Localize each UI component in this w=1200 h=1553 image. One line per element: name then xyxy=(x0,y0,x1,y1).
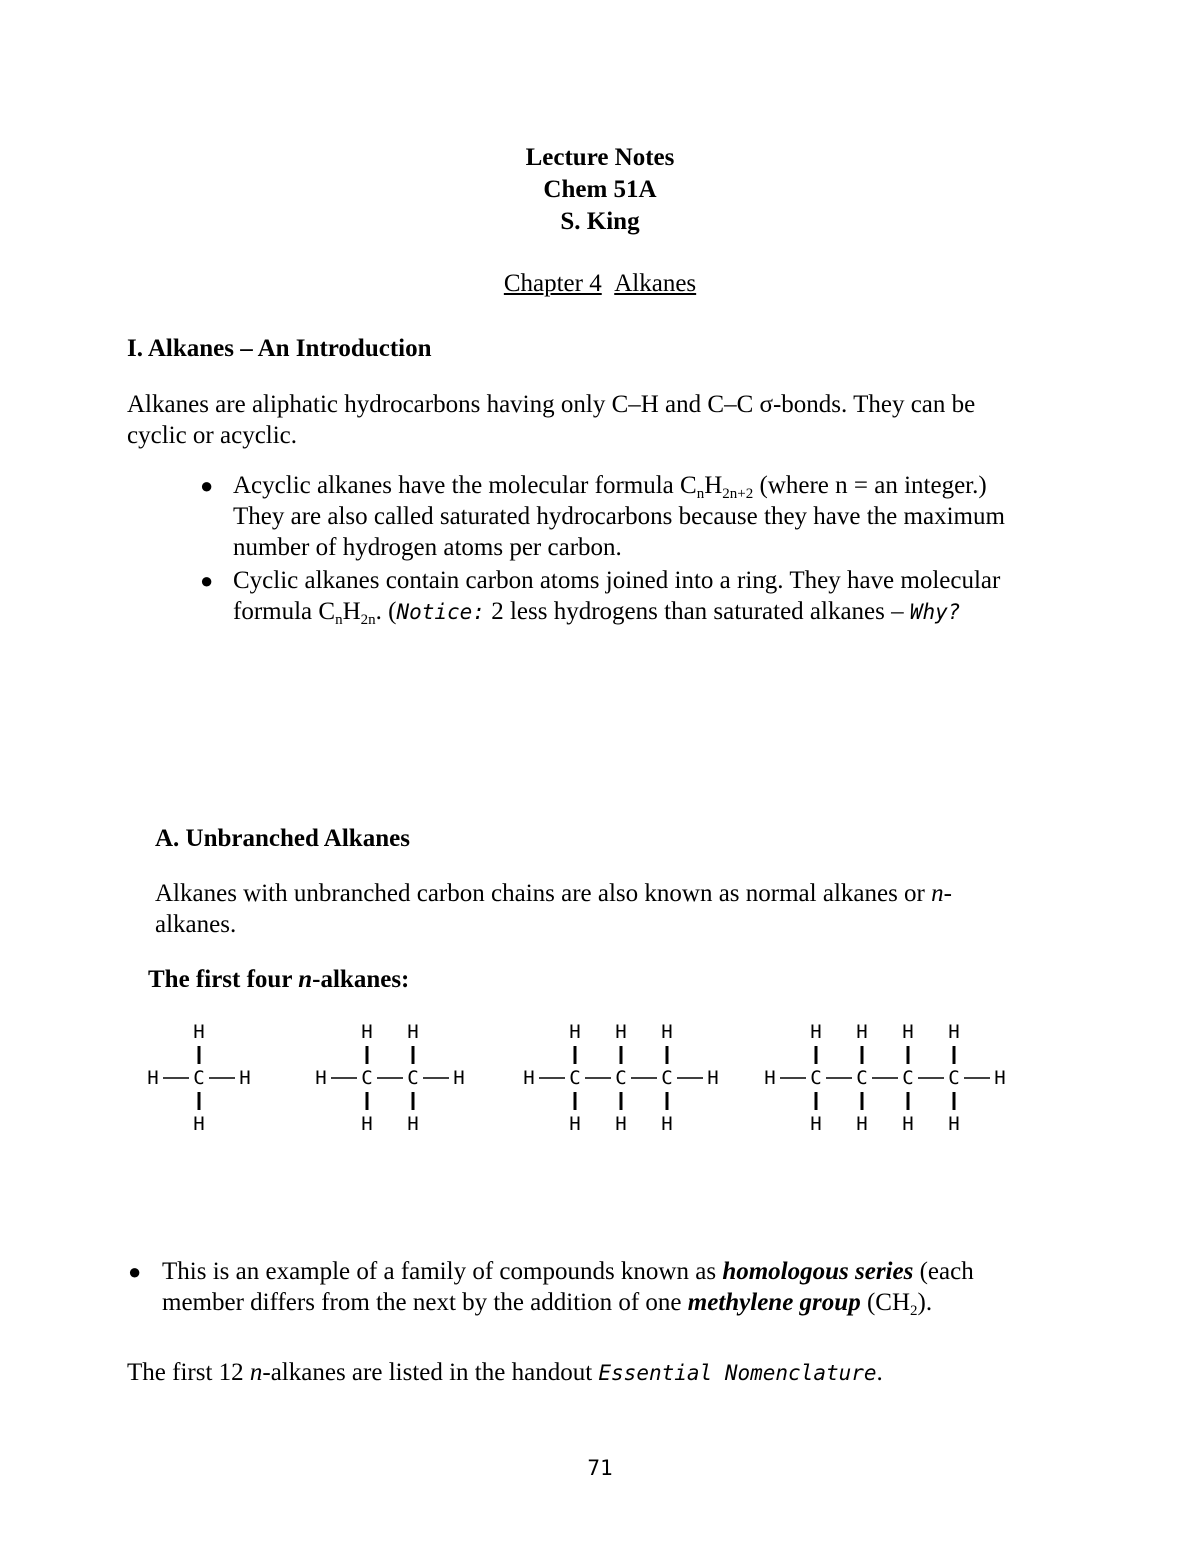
homologous-line2: member differs from the next by the addition of one methylene group $(CH_2)$. xyxy=(162,1289,933,1319)
bullet-icon: ● xyxy=(128,1259,142,1284)
carbon-atom: C xyxy=(361,1067,373,1089)
hydrogen-atom: H xyxy=(147,1067,159,1089)
intro-paragraph-line2: cyclic or acyclic. xyxy=(127,422,298,449)
hydrogen-atom: H xyxy=(764,1067,776,1089)
bullet-icon: ● xyxy=(200,568,214,593)
carbon-atom: C xyxy=(902,1067,914,1089)
carbon-atom: C xyxy=(569,1067,581,1089)
hydrogen-atom: H xyxy=(523,1067,535,1089)
hydrogen-atom: H xyxy=(994,1067,1006,1089)
hydrogen-atom: H xyxy=(856,1021,868,1043)
hydrogen-atom: H xyxy=(615,1113,627,1135)
chapter-heading xyxy=(0,268,1200,299)
hydrogen-atom: H xyxy=(361,1113,373,1135)
hydrogen-atom: H xyxy=(948,1113,960,1135)
lecture-title: Lecture Notes xyxy=(525,144,675,171)
hydrogen-atom: H xyxy=(407,1113,419,1135)
carbon-atom: C xyxy=(615,1067,627,1089)
handout-title: Essential Nomenclature xyxy=(598,1361,877,1385)
cyclic-line1: Cyclic alkanes contain carbon atoms joined into a ring. They have molecular xyxy=(233,567,1001,594)
hydrogen-atom: H xyxy=(569,1021,581,1043)
notice-label: Notice: xyxy=(396,600,485,624)
carbon-atom: C xyxy=(193,1067,205,1089)
unbranched-text-line2: alkanes. xyxy=(155,911,237,938)
hydrogen-atom: H xyxy=(569,1113,581,1135)
homologous-line1: This is an example of a family of compounds known as homologous series (each xyxy=(162,1258,974,1285)
hydrogen-atom: H xyxy=(810,1021,822,1043)
hydrogen-atom: H xyxy=(453,1067,465,1089)
hydrogen-atom: H xyxy=(193,1021,205,1043)
hydrogen-atom: H xyxy=(856,1113,868,1135)
bullet-icon: ● xyxy=(200,473,214,498)
hydrogen-atom: H xyxy=(902,1113,914,1135)
chapter-title: Alkanes xyxy=(614,270,697,297)
carbon-atom: C xyxy=(810,1067,822,1089)
chapter-label: Chapter 4 xyxy=(503,270,602,297)
unbranched-text-line1: Alkanes with unbranched carbon chains are also known as normal alkanes or n- xyxy=(155,880,952,907)
hydrogen-atom: H xyxy=(193,1113,205,1135)
author-name: S. King xyxy=(560,208,640,235)
hydrogen-atom: H xyxy=(239,1067,251,1089)
alkane-structures xyxy=(0,1010,1200,1150)
carbon-atom: C xyxy=(948,1067,960,1089)
carbon-atom: C xyxy=(856,1067,868,1089)
term-homologous-series: homologous series xyxy=(722,1258,914,1285)
section-heading-introduction: I. Alkanes – An Introduction xyxy=(127,335,432,362)
why-label: Why? xyxy=(909,600,961,624)
hydrogen-atom: H xyxy=(661,1113,673,1135)
acyclic-line2: They are also called saturated hydrocarbons because they have the maximum xyxy=(233,503,1005,530)
nomenclature-sentence: The first 12 n-alkanes are listed in the handout Essential Nomenclature. xyxy=(127,1359,883,1386)
hydrogen-atom: H xyxy=(615,1021,627,1043)
acyclic-line1: Acyclic alkanes have the molecular formula $C_nH_{2n+2}$ (where n = an integer.) xyxy=(233,472,987,502)
carbon-atom: C xyxy=(407,1067,419,1089)
course-name: Chem 51A xyxy=(543,176,657,203)
cyclic-line2: formula $C_nH_{2n}$. (Notice: 2 less hydrogens than saturated alkanes – Why? xyxy=(233,598,961,628)
term-methylene-group: methylene group xyxy=(687,1289,861,1316)
section-heading-unbranched: A. Unbranched Alkanes xyxy=(155,825,410,852)
hydrogen-atom: H xyxy=(361,1021,373,1043)
hydrogen-atom: H xyxy=(948,1021,960,1043)
hydrogen-atom: H xyxy=(810,1113,822,1135)
first-four-heading: The first four n-alkanes: xyxy=(148,966,410,993)
hydrogen-atom: H xyxy=(707,1067,719,1089)
intro-paragraph-line1: Alkanes are aliphatic hydrocarbons having only C–H and C–C σ-bonds. They can be xyxy=(127,391,976,418)
page-number: 71 xyxy=(587,1456,613,1480)
carbon-atom: C xyxy=(661,1067,673,1089)
hydrogen-atom: H xyxy=(407,1021,419,1043)
hydrogen-atom: H xyxy=(661,1021,673,1043)
hydrogen-atom: H xyxy=(315,1067,327,1089)
acyclic-line3: number of hydrogen atoms per carbon. xyxy=(233,534,622,561)
hydrogen-atom: H xyxy=(902,1021,914,1043)
